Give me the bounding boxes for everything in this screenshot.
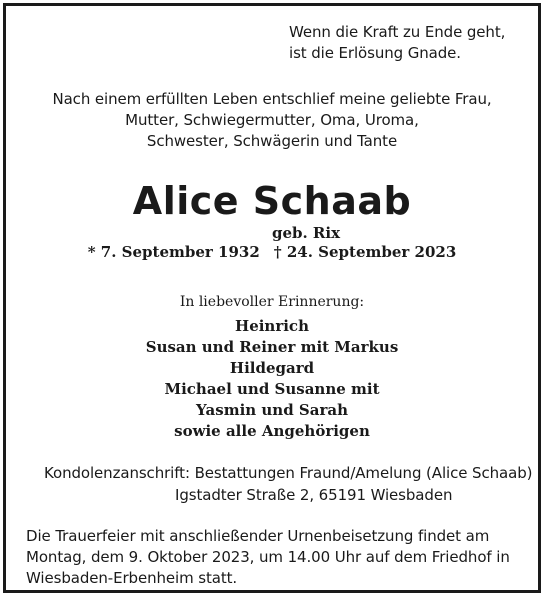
mourner-line: Yasmin und Sarah [195, 401, 348, 419]
intro-line: Mutter, Schwiegermutter, Oma, Uroma, [125, 111, 419, 129]
life-dates [6, 241, 538, 263]
motto [289, 22, 505, 64]
motto-line: Wenn die Kraft zu Ende geht, [289, 23, 506, 41]
condolence-label: Kondolenzanschrift: [44, 464, 190, 482]
condolence-row [44, 462, 532, 484]
intro-line: Nach einem erfüllten Leben entschlief meine geliebte Frau, [52, 90, 492, 108]
deceased-name: Alice Schaab [132, 179, 412, 223]
condolence-address [44, 462, 532, 506]
ceremony-line: Die Trauerfeier mit anschließender Urnenbeisetzung findet am [26, 527, 490, 545]
birth-date: * 7. September 1932 [87, 243, 260, 261]
ceremony-line: Wiesbaden-Erbenheim statt. [26, 569, 238, 587]
memory-label: In liebevoller Erinnerung: [179, 294, 365, 310]
intro-line: Schwester, Schwägerin und Tante [146, 132, 398, 150]
condolence-street: Igstadter Straße 2, 65191 Wiesbaden [175, 486, 453, 504]
ceremony-notice [26, 526, 536, 589]
motto-line: ist die Erlösung Gnade. [289, 44, 461, 62]
mourners-list [6, 316, 538, 442]
ceremony-line: Montag, dem 9. Oktober 2023, um 14.00 Uhr auf dem Friedhof in [26, 548, 510, 566]
mourner-line: sowie alle Angehörigen [174, 422, 370, 440]
obituary-frame [3, 3, 541, 593]
intro-text [6, 89, 538, 152]
condolence-recipient: Bestattungen Fraund/Amelung (Alice Schaab) [194, 464, 533, 482]
mourner-line: Michael und Susanne mit [164, 380, 380, 398]
death-date: † 24. September 2023 [273, 243, 457, 261]
mourner-line: Heinrich [235, 317, 309, 335]
birth-name: geb. Rix [271, 224, 341, 242]
mourner-line: Hildegard [229, 359, 315, 377]
mourner-line: Susan und Reiner mit Markus [145, 338, 399, 356]
